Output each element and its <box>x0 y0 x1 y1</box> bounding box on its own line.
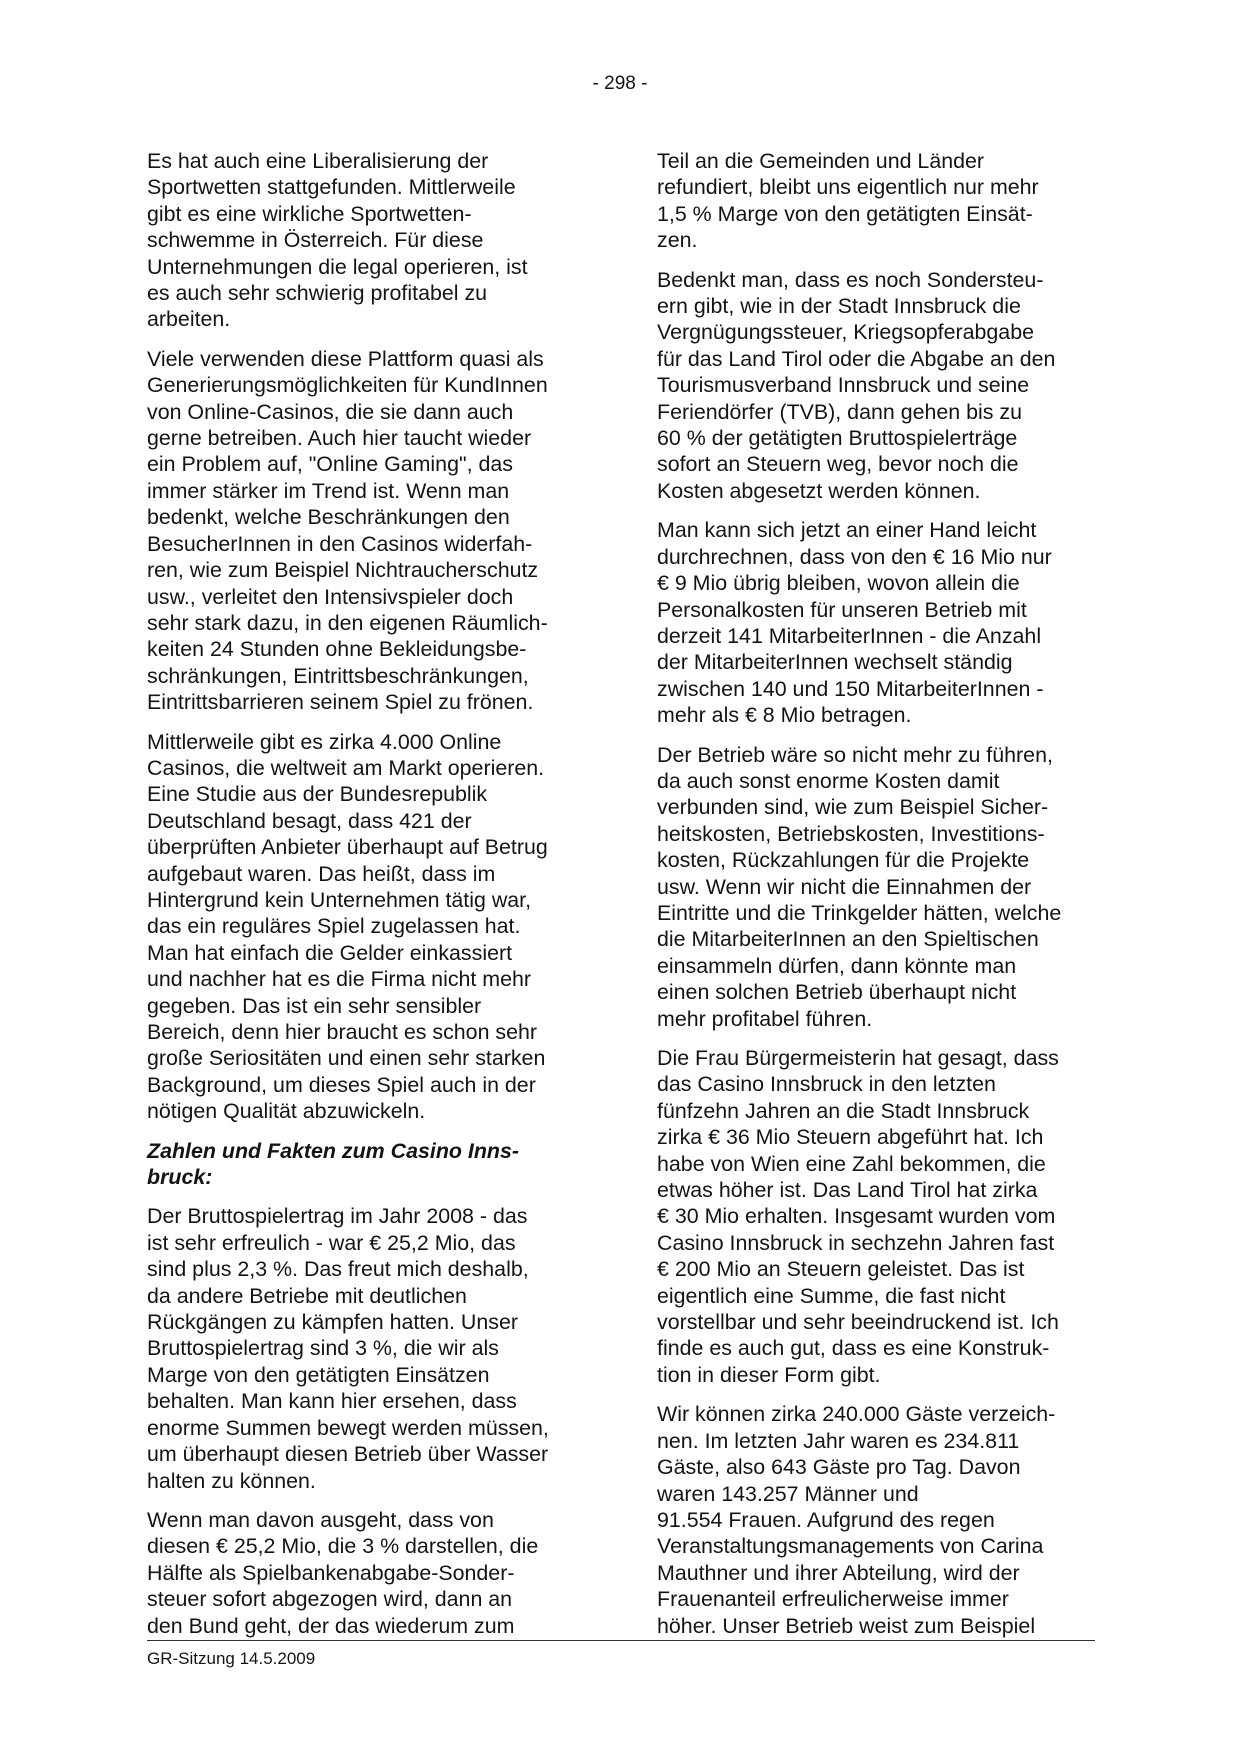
text-line: Mauthner und ihrer Abteilung, wird der <box>657 1560 1020 1585</box>
text-line: Bereich, denn hier braucht es schon sehr <box>147 1020 538 1044</box>
text-line: Casinos, die weltweit am Markt operieren. <box>147 755 545 780</box>
text-line: um überhaupt diesen Betrieb über Wasser <box>147 1442 549 1467</box>
text-line: 60 % der getätigten Bruttospielerträge <box>657 426 1018 451</box>
text-line: verbunden sind, wie zum Beispiel Sicher- <box>657 795 1049 820</box>
text-line: zwischen 140 und 150 MitarbeiterInnen - <box>657 676 1044 701</box>
text-line: für das Land Tirol oder die Abgabe an den <box>657 346 1056 371</box>
text-line: Casino Innsbruck in sechzehn Jahren fast <box>657 1230 1055 1255</box>
text-line: Wenn man davon ausgeht, dass von <box>147 1507 494 1532</box>
text-line: mehr als € 8 Mio betragen. <box>657 703 912 728</box>
text-line: Feriendörfer (TVB), dann gehen bis zu <box>657 399 1023 424</box>
text-line: da auch sonst enorme Kosten damit <box>657 768 1000 793</box>
text-line: Unternehmungen die legal operieren, ist <box>147 254 528 279</box>
text-line: usw. Wenn wir nicht die Einnahmen der <box>657 874 1032 899</box>
text-line: Kosten abgesetzt werden können. <box>657 478 981 503</box>
text-line: einen solchen Betrieb überhaupt nicht <box>657 980 1017 1005</box>
text-line: Rückgängen zu kämpfen hatten. Unser <box>147 1310 518 1335</box>
text-line: Generierungsmöglichkeiten für KundInnen <box>147 373 548 398</box>
text-line: ern gibt, wie in der Stadt Innsbruck die <box>657 294 1021 319</box>
text-line: Es hat auch eine Liberalisierung der <box>147 149 489 173</box>
text-line: gerne betreiben. Auch hier taucht wieder <box>147 426 532 451</box>
text-line: Hintergrund kein Unternehmen tätig war, <box>147 887 532 912</box>
text-line: zen. <box>657 228 698 253</box>
text-line: aufgebaut waren. Das heißt, dass im <box>147 861 496 886</box>
text-line: nötigen Qualität abzuwickeln. <box>147 1099 426 1124</box>
paragraph <box>657 742 1095 1032</box>
text-line: Man kann sich jetzt an einer Hand leicht <box>657 518 1037 543</box>
text-line: Background, um dieses Spiel auch in der <box>147 1072 536 1097</box>
text-line: behalten. Man kann hier ersehen, dass <box>147 1389 517 1414</box>
text-line: Eine Studie aus der Bundesrepublik <box>147 782 488 807</box>
text-line: Zahlen und Fakten zum Casino Inns- <box>147 1138 519 1163</box>
text-line: Frauenanteil erfreulicherweise immer <box>657 1587 1009 1612</box>
paragraph <box>147 148 587 333</box>
text-line: Eintrittsbarrieren seinem Spiel zu frönen. <box>147 690 534 715</box>
text-line: überprüften Anbieter überhaupt auf Betrug <box>147 835 548 860</box>
text-line: den Bund geht, der das wiederum zum <box>147 1613 515 1638</box>
text-line: Die Frau Bürgermeisterin hat gesagt, dass <box>657 1046 1059 1070</box>
text-line: zirka € 36 Mio Steuern abgeführt hat. Ich <box>657 1125 1044 1150</box>
right-column <box>657 148 1095 1652</box>
text-line: Teil an die Gemeinden und Länder <box>657 149 985 173</box>
text-line: kosten, Rückzahlungen für die Projekte <box>657 848 1030 873</box>
text-line: finde es auch gut, dass es eine Konstruk- <box>657 1336 1050 1361</box>
paragraph <box>147 1203 587 1493</box>
text-line: Der Bruttospielertrag im Jahr 2008 - das <box>147 1204 528 1229</box>
text-line: € 200 Mio an Steuern geleistet. Das ist <box>657 1257 1025 1282</box>
text-line: die MitarbeiterInnen an den Spieltischen <box>657 927 1039 952</box>
text-line: Man hat einfach die Gelder einkassiert <box>147 940 513 965</box>
footer-divider <box>147 1640 1095 1641</box>
footer-text: GR-Sitzung 14.5.2009 <box>147 1649 316 1668</box>
text-line: Gäste, also 643 Gäste pro Tag. Davon <box>657 1455 1021 1480</box>
text-line: Bruttospielertrag sind 3 %, die wir als <box>147 1336 499 1361</box>
paragraph <box>657 148 1095 254</box>
left-column <box>147 148 587 1652</box>
text-line: BesucherInnen in den Casinos widerfah- <box>147 531 533 556</box>
paragraph <box>147 1507 587 1639</box>
text-line: Vergnügungssteuer, Kriegsopferabgabe <box>657 320 1034 345</box>
text-line: tion in dieser Form gibt. <box>657 1362 881 1387</box>
paragraph <box>657 267 1095 505</box>
text-line: Wir können zirka 240.000 Gäste verzeich- <box>657 1402 1056 1427</box>
page-number: - 298 - <box>592 73 648 94</box>
text-line: Mittlerweile gibt es zirka 4.000 Online <box>147 729 502 754</box>
text-line: schränkungen, Eintrittsbeschränkungen, <box>147 663 529 688</box>
text-line: habe von Wien eine Zahl bekommen, die <box>657 1151 1046 1176</box>
text-line: € 30 Mio erhalten. Insgesamt wurden vom <box>657 1204 1056 1229</box>
text-line: sehr stark dazu, in den eigenen Räumlich- <box>147 610 548 635</box>
text-line: ren, wie zum Beispiel Nichtraucherschutz <box>147 558 539 583</box>
text-line: der MitarbeiterInnen wechselt ständig <box>657 650 1013 675</box>
text-line: eigentlich eine Summe, die fast nicht <box>657 1283 1006 1308</box>
text-line: € 9 Mio übrig bleiben, wovon allein die <box>657 571 1020 596</box>
text-line: enorme Summen bewegt werden müssen, <box>147 1415 549 1440</box>
text-line: derzeit 141 MitarbeiterInnen - die Anzahl <box>657 623 1042 648</box>
text-line: Tourismusverband Innsbruck und seine <box>657 373 1030 398</box>
text-line: heitskosten, Betriebskosten, Investitions- <box>657 821 1045 846</box>
text-line: einsammeln dürfen, dann könnte man <box>657 953 1017 978</box>
text-line: keiten 24 Stunden ohne Bekleidungsbe- <box>147 637 527 662</box>
text-line: Hälfte als Spielbankenabgabe-Sonder- <box>147 1560 515 1585</box>
text-line: diesen € 25,2 Mio, die 3 % darstellen, die <box>147 1534 539 1559</box>
text-line: sind plus 2,3 %. Das freut mich deshalb, <box>147 1257 529 1282</box>
text-line: 91.554 Frauen. Aufgrund des regen <box>657 1507 995 1532</box>
text-line: es auch sehr schwierig profitabel zu <box>147 281 488 306</box>
text-line: etwas höher ist. Das Land Tirol hat zirka <box>657 1178 1038 1203</box>
text-line: fünfzehn Jahren an die Stadt Innsbruck <box>657 1098 1030 1123</box>
text-line: mehr profitabel führen. <box>657 1006 873 1031</box>
text-line: schwemme in Österreich. Für diese <box>147 228 484 253</box>
text-line: Marge von den getätigten Einsätzen <box>147 1362 490 1387</box>
text-line: steuer sofort abgezogen wird, dann an <box>147 1587 513 1612</box>
text-line: bruck: <box>147 1165 213 1190</box>
text-line: gibt es eine wirkliche Sportwetten- <box>147 201 472 226</box>
text-line: ein Problem auf, "Online Gaming", das <box>147 452 513 477</box>
text-line: Veranstaltungsmanagements von Carina <box>657 1534 1044 1559</box>
text-line: große Seriositäten und einen sehr starken <box>147 1046 546 1071</box>
text-line: und nachher hat es die Firma nicht mehr <box>147 967 532 992</box>
paragraph <box>147 729 587 1125</box>
text-line: Personalkosten für unseren Betrieb mit <box>657 597 1027 622</box>
text-line: Der Betrieb wäre so nicht mehr zu führen, <box>657 742 1053 767</box>
text-line: halten zu können. <box>147 1468 316 1493</box>
text-line: das ein reguläres Spiel zugelassen hat. <box>147 914 521 939</box>
text-line: höher. Unser Betrieb weist zum Beispiel <box>657 1613 1036 1638</box>
text-line: usw., verleitet den Intensivspieler doch <box>147 584 514 609</box>
paragraph <box>147 346 587 716</box>
text-line: durchrechnen, dass von den € 16 Mio nur <box>657 544 1052 569</box>
text-line: Sportwetten stattgefunden. Mittlerweile <box>147 175 516 200</box>
text-line: arbeiten. <box>147 307 231 332</box>
text-line: das Casino Innsbruck in den letzten <box>657 1072 996 1097</box>
text-line: nen. Im letzten Jahr waren es 234.811 <box>657 1428 1020 1453</box>
text-line: refundiert, bleibt uns eigentlich nur mehr <box>657 175 1039 200</box>
text-line: immer stärker im Trend ist. Wenn man <box>147 478 510 503</box>
text-line: von Online-Casinos, die sie dann auch <box>147 399 514 424</box>
paragraph <box>657 1045 1095 1388</box>
text-line: da andere Betriebe mit deutlichen <box>147 1283 467 1308</box>
section-heading <box>147 1138 587 1191</box>
text-line: bedenkt, welche Beschränkungen den <box>147 505 510 530</box>
text-line: Eintritte und die Trinkgelder hätten, welche <box>657 900 1062 925</box>
paragraph <box>657 1401 1095 1639</box>
text-line: sofort an Steuern weg, bevor noch die <box>657 452 1019 477</box>
text-line: Deutschland besagt, dass 421 der <box>147 808 472 833</box>
text-line: waren 143.257 Männer und <box>657 1481 919 1506</box>
text-line: Bedenkt man, dass es noch Sondersteu- <box>657 267 1044 292</box>
text-line: 1,5 % Marge von den getätigten Einsät- <box>657 201 1033 226</box>
text-line: vorstellbar und sehr beeindruckend ist. Ich <box>657 1310 1059 1335</box>
text-line: ist sehr erfreulich - war € 25,2 Mio, das <box>147 1230 516 1255</box>
paragraph <box>657 517 1095 728</box>
text-line: gegeben. Das ist ein sehr sensibler <box>147 993 482 1018</box>
text-line: Viele verwenden diese Plattform quasi als <box>147 346 544 371</box>
